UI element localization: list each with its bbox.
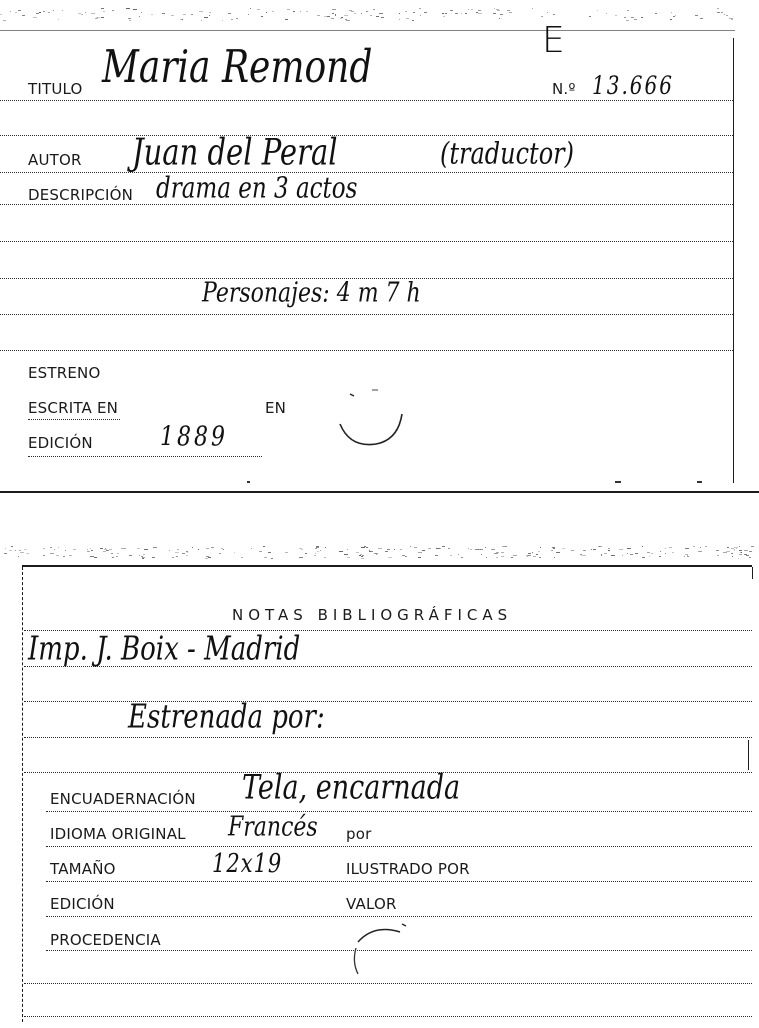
- titulo-label: TITULO: [28, 80, 83, 98]
- rule-line: [46, 881, 752, 882]
- rule-line: [28, 419, 120, 420]
- scan-noise: [0, 546, 759, 560]
- autor-label: AUTOR: [28, 151, 82, 169]
- rule-line: [0, 314, 733, 315]
- card-top-edge: [22, 565, 752, 567]
- library-stamp-mark: [344, 918, 414, 988]
- catalog-card-back: [0, 540, 759, 1028]
- catalog-card-front: [0, 0, 759, 492]
- titulo-value: Maria Remond: [102, 41, 373, 93]
- tamano-value: 12x19: [212, 848, 283, 878]
- numero-label: N.º: [552, 80, 576, 98]
- estreno-label: ESTRENO: [28, 364, 101, 382]
- library-stamp-mark: [332, 384, 410, 456]
- escrita-en-label: ESCRITA EN: [28, 399, 119, 417]
- card-right-edge: [733, 38, 734, 483]
- numero-value: 13.666: [592, 70, 674, 100]
- rule-line: [24, 1016, 752, 1017]
- card-left-edge: [22, 567, 23, 1022]
- encuadernacion-label: ENCUADERNACIÓN: [50, 790, 196, 808]
- rule-line: [0, 204, 733, 205]
- estrenada-note: Estrenada por:: [128, 698, 325, 736]
- imprenta-note: Imp. J. Boix - Madrid: [28, 630, 301, 668]
- ilustrado-por-label: ILUSTRADO POR: [346, 860, 470, 878]
- descripcion-value: drama en 3 actos: [156, 172, 358, 205]
- rule-line: [46, 846, 752, 847]
- card-right-edge: [748, 740, 749, 770]
- edge-marks: [245, 477, 745, 487]
- edicion-label: EDICIÓN: [50, 895, 115, 913]
- procedencia-label: PROCEDENCIA: [50, 931, 161, 949]
- edicion-label: EDICIÓN: [28, 434, 93, 452]
- tamano-label: TAMAÑO: [50, 860, 116, 878]
- personajes-note: Personajes: 4 m 7 h: [202, 277, 421, 309]
- en-label: EN: [265, 399, 287, 417]
- autor-value: Juan del Peral: [132, 130, 338, 173]
- valor-label: VALOR: [346, 895, 397, 913]
- corner-letter: E: [542, 20, 565, 61]
- card-bottom-edge: [0, 491, 759, 493]
- rule-line: [0, 100, 733, 101]
- rule-line: [0, 241, 733, 242]
- idioma-original-label: IDIOMA ORIGINAL: [50, 825, 186, 843]
- rule-line: [28, 456, 262, 457]
- idioma-original-value: Francés: [228, 811, 318, 843]
- scan-noise: [0, 8, 759, 22]
- por-label: por: [346, 825, 372, 843]
- edicion-value: 1889: [160, 421, 228, 453]
- notas-heading: NOTAS BIBLIOGRÁFICAS: [232, 606, 513, 624]
- rule-line: [46, 811, 752, 812]
- rule-line: [0, 172, 733, 173]
- rule-line: [0, 350, 733, 351]
- rule-line: [24, 737, 752, 738]
- card-right-edge: [752, 567, 753, 579]
- descripcion-label: DESCRIPCIÓN: [28, 186, 134, 204]
- encuadernacion-value: Tela, encarnada: [242, 768, 461, 807]
- rule-line: [46, 916, 752, 917]
- card-top-edge: [0, 30, 735, 31]
- rule-line: [0, 135, 733, 136]
- traductor-note: (traductor): [440, 136, 574, 171]
